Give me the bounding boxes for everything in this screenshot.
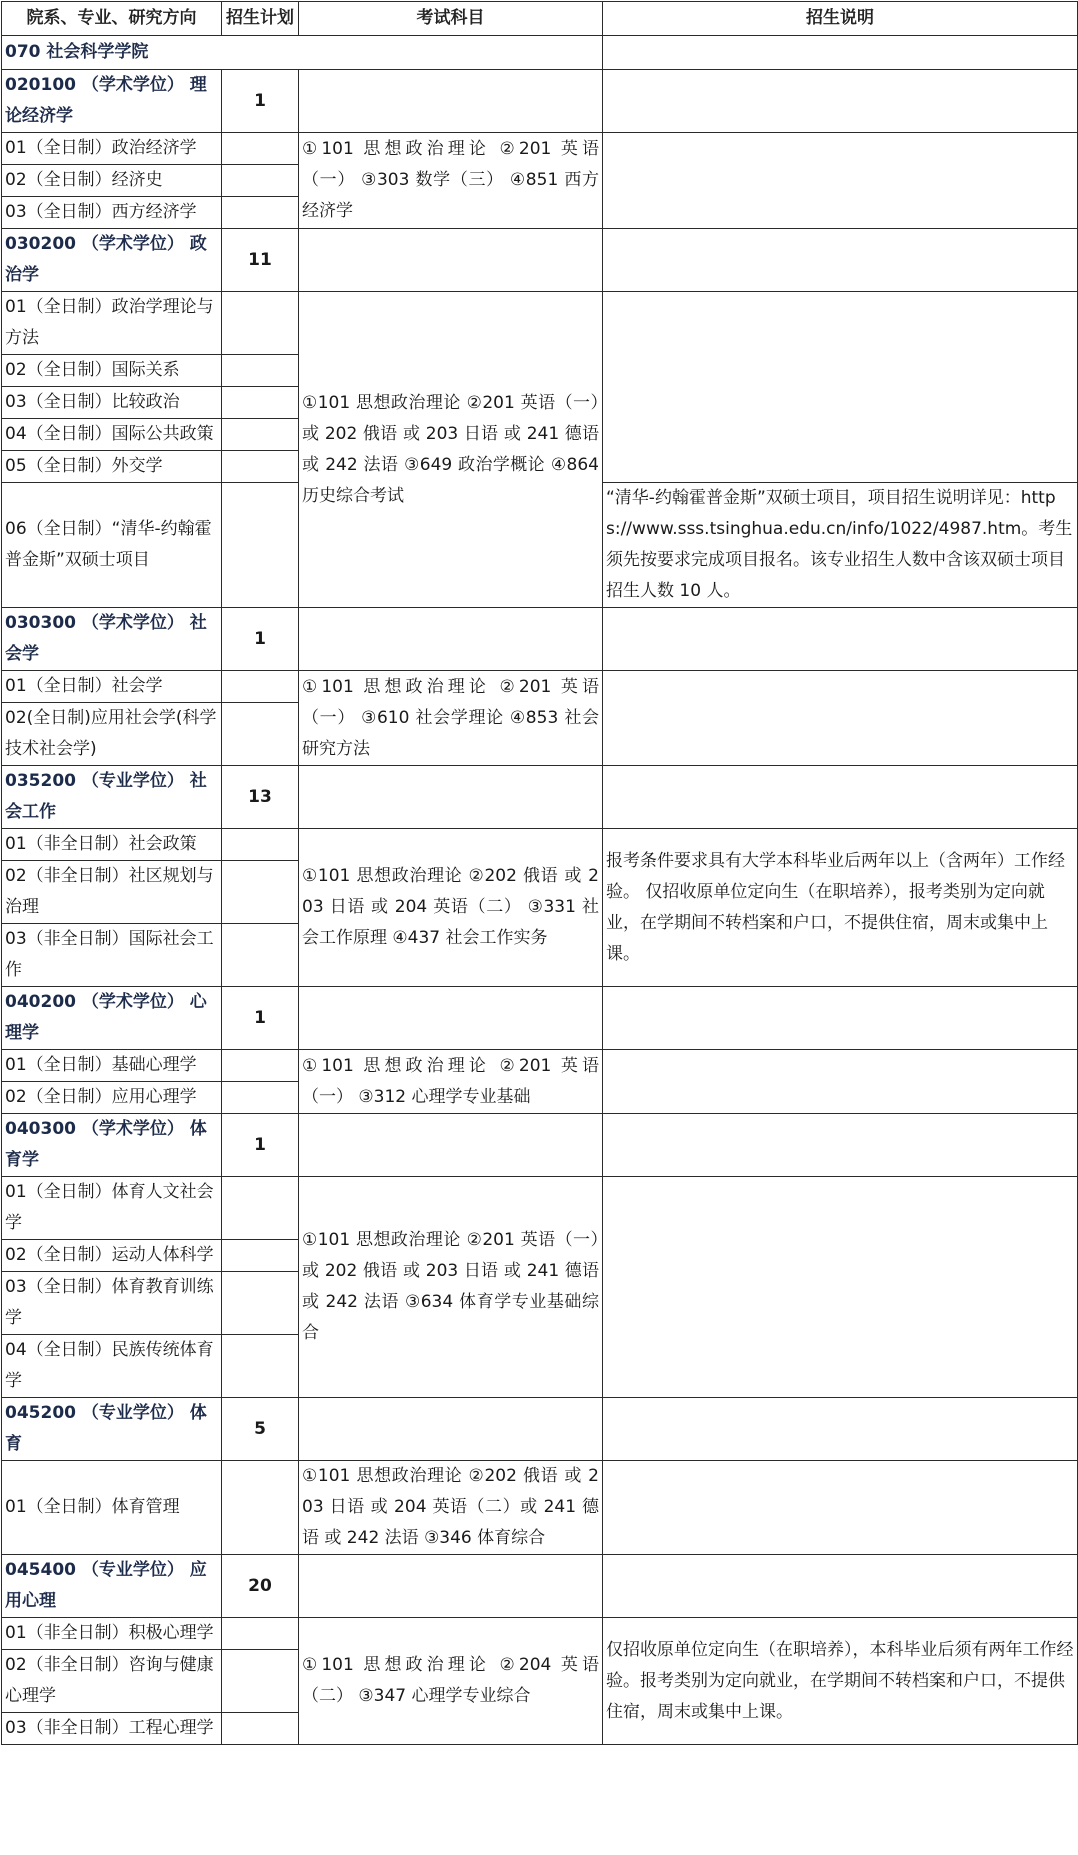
subjects-cell [299, 766, 603, 829]
plan-cell [222, 1713, 299, 1745]
major-title: 030300 （学术学位） 社会学 [2, 608, 222, 671]
direction-title: 02(全日制)应用社会学(科学技术社会学) [2, 703, 222, 766]
department-row [2, 36, 1078, 70]
direction-title: 01（全日制）基础心理学 [2, 1050, 222, 1082]
note-cell [603, 1050, 1078, 1114]
subjects-cell: ①101 思想政治理论 ②201 英语（一）或 202 俄语 或 203 日语 或 241 德语 或 242 法语 ③649 政治学概论 ④864 历史综合考试 [299, 292, 603, 608]
direction-row [2, 1618, 1078, 1650]
direction-title: 03（全日制）体育教育训练学 [2, 1272, 222, 1335]
note-cell [603, 608, 1078, 671]
plan-count: 1 [222, 1114, 299, 1177]
department-title: 070 社会科学学院 [2, 36, 603, 70]
subjects-cell [299, 1555, 603, 1618]
subjects-cell: ①101 思想政治理论 ②201 英语（一） ③312 心理学专业基础 [299, 1050, 603, 1114]
direction-title: 01（非全日制）社会政策 [2, 829, 222, 861]
col-header-notes: 招生说明 [603, 2, 1078, 36]
major-row [2, 608, 1078, 671]
plan-cell [222, 1050, 299, 1082]
subjects-cell: ①101 思想政治理论 ②201 英语（一）或 202 俄语 或 203 日语 或 241 德语 或 242 法语 ③634 体育学专业基础综合 [299, 1177, 603, 1398]
direction-row [2, 292, 1078, 355]
direction-title: 02（全日制）经济史 [2, 165, 222, 197]
col-header-plan: 招生计划 [222, 2, 299, 36]
plan-cell [222, 1618, 299, 1650]
direction-title: 03（非全日制）国际社会工作 [2, 924, 222, 987]
col-header-direction: 院系、专业、研究方向 [2, 2, 222, 36]
direction-title: 06（全日制）“清华-约翰霍普金斯”双硕士项目 [2, 483, 222, 608]
plan-cell [222, 451, 299, 483]
plan-cell [222, 197, 299, 229]
plan-cell [222, 1082, 299, 1114]
note-cell: 报考条件要求具有大学本科毕业后两年以上（含两年）工作经验。 仅招收原单位定向生（在职培养），报考类别为定向就业，在学期间不转档案和户口，不提供住宿，周末或集中上课。 [603, 829, 1078, 987]
plan-count: 20 [222, 1555, 299, 1618]
direction-title: 01（全日制）政治经济学 [2, 133, 222, 165]
note-cell [603, 1114, 1078, 1177]
plan-cell [222, 292, 299, 355]
direction-title: 02（全日制）应用心理学 [2, 1082, 222, 1114]
major-row [2, 229, 1078, 292]
subjects-cell: ①101 思想政治理论 ②201 英语（一） ③610 社会学理论 ④853 社会研究方法 [299, 671, 603, 766]
direction-row [2, 1461, 1078, 1555]
plan-cell [222, 483, 299, 608]
major-row [2, 1555, 1078, 1618]
direction-title: 02（全日制）运动人体科学 [2, 1240, 222, 1272]
plan-count: 13 [222, 766, 299, 829]
direction-title: 05（全日制）外交学 [2, 451, 222, 483]
note-cell [603, 133, 1078, 229]
plan-count: 11 [222, 229, 299, 292]
plan-count: 1 [222, 70, 299, 133]
plan-count: 1 [222, 608, 299, 671]
plan-cell [222, 355, 299, 387]
note-cell [603, 229, 1078, 292]
subjects-cell: ①101 思想政治理论 ②204 英语（二） ③347 心理学专业综合 [299, 1618, 603, 1745]
direction-title: 02（全日制）国际关系 [2, 355, 222, 387]
note-cell [603, 1555, 1078, 1618]
note-cell [603, 671, 1078, 766]
direction-title: 01（全日制）体育人文社会学 [2, 1177, 222, 1240]
plan-cell [222, 419, 299, 451]
subjects-cell [299, 987, 603, 1050]
direction-row [2, 829, 1078, 861]
plan-cell [222, 387, 299, 419]
direction-row [2, 133, 1078, 165]
plan-count: 1 [222, 987, 299, 1050]
plan-cell [222, 1177, 299, 1240]
note-cell [603, 70, 1078, 133]
note-cell: 仅招收原单位定向生（在职培养），本科毕业后须有两年工作经验。报考类别为定向就业，在学期间不转档案和户口，不提供住宿，周末或集中上课。 [603, 1618, 1078, 1745]
note-cell [603, 1398, 1078, 1461]
major-title: 035200 （专业学位） 社会工作 [2, 766, 222, 829]
major-title: 045200 （专业学位） 体育 [2, 1398, 222, 1461]
subjects-cell: ①101 思想政治理论 ②202 俄语 或 203 日语 或 204 英语（二） ③331 社会工作原理 ④437 社会工作实务 [299, 829, 603, 987]
note-cell [603, 292, 1078, 483]
plan-cell [222, 165, 299, 197]
plan-count: 5 [222, 1398, 299, 1461]
plan-cell [222, 1335, 299, 1398]
plan-cell [222, 829, 299, 861]
direction-row [2, 1050, 1078, 1082]
major-title: 040300 （学术学位） 体育学 [2, 1114, 222, 1177]
direction-title: 04（全日制）民族传统体育学 [2, 1335, 222, 1398]
plan-cell [222, 133, 299, 165]
subjects-cell [299, 229, 603, 292]
subjects-cell [299, 70, 603, 133]
admission-table [1, 1, 1078, 1745]
direction-title: 02（非全日制）咨询与健康心理学 [2, 1650, 222, 1713]
direction-title: 01（非全日制）积极心理学 [2, 1618, 222, 1650]
plan-cell [222, 1240, 299, 1272]
plan-cell [222, 1461, 299, 1555]
major-title: 040200 （学术学位） 心理学 [2, 987, 222, 1050]
major-title: 030200 （学术学位） 政治学 [2, 229, 222, 292]
direction-title: 01（全日制）体育管理 [2, 1461, 222, 1555]
plan-cell [222, 671, 299, 703]
major-row [2, 1114, 1078, 1177]
note-cell [603, 987, 1078, 1050]
direction-title: 03（全日制）比较政治 [2, 387, 222, 419]
direction-title: 03（全日制）西方经济学 [2, 197, 222, 229]
direction-row [2, 671, 1078, 703]
note-cell [603, 1177, 1078, 1398]
major-row [2, 766, 1078, 829]
subjects-cell: ①101 思想政治理论 ②201 英语（一） ③303 数学（三） ④851 西方经济学 [299, 133, 603, 229]
department-note [603, 36, 1078, 70]
col-header-subjects: 考试科目 [299, 2, 603, 36]
direction-row [2, 1177, 1078, 1240]
major-title: 020100 （学术学位） 理论经济学 [2, 70, 222, 133]
plan-cell [222, 1272, 299, 1335]
major-row [2, 70, 1078, 133]
plan-cell [222, 703, 299, 766]
note-cell [603, 1461, 1078, 1555]
subjects-cell: ①101 思想政治理论 ②202 俄语 或 203 日语 或 204 英语（二）或 241 德语 或 242 法语 ③346 体育综合 [299, 1461, 603, 1555]
note-cell [603, 766, 1078, 829]
plan-cell [222, 861, 299, 924]
major-title: 045400 （专业学位） 应用心理 [2, 1555, 222, 1618]
subjects-cell [299, 608, 603, 671]
direction-title: 02（非全日制）社区规划与治理 [2, 861, 222, 924]
direction-title: 01（全日制）社会学 [2, 671, 222, 703]
direction-title: 03（非全日制）工程心理学 [2, 1713, 222, 1745]
direction-title: 01（全日制）政治学理论与方法 [2, 292, 222, 355]
plan-cell [222, 1650, 299, 1713]
subjects-cell [299, 1398, 603, 1461]
subjects-cell [299, 1114, 603, 1177]
direction-title: 04（全日制）国际公共政策 [2, 419, 222, 451]
header-row [2, 2, 1078, 36]
plan-cell [222, 924, 299, 987]
note-cell: “清华-约翰霍普金斯”双硕士项目，项目招生说明详见：https://www.sss.tsinghua.edu.cn/info/1022/4987.htm。考生须先按要求完成项目报名。该专业招生人数中含该双硕士项目招生人数 10 人。 [603, 483, 1078, 608]
major-row [2, 1398, 1078, 1461]
major-row [2, 987, 1078, 1050]
